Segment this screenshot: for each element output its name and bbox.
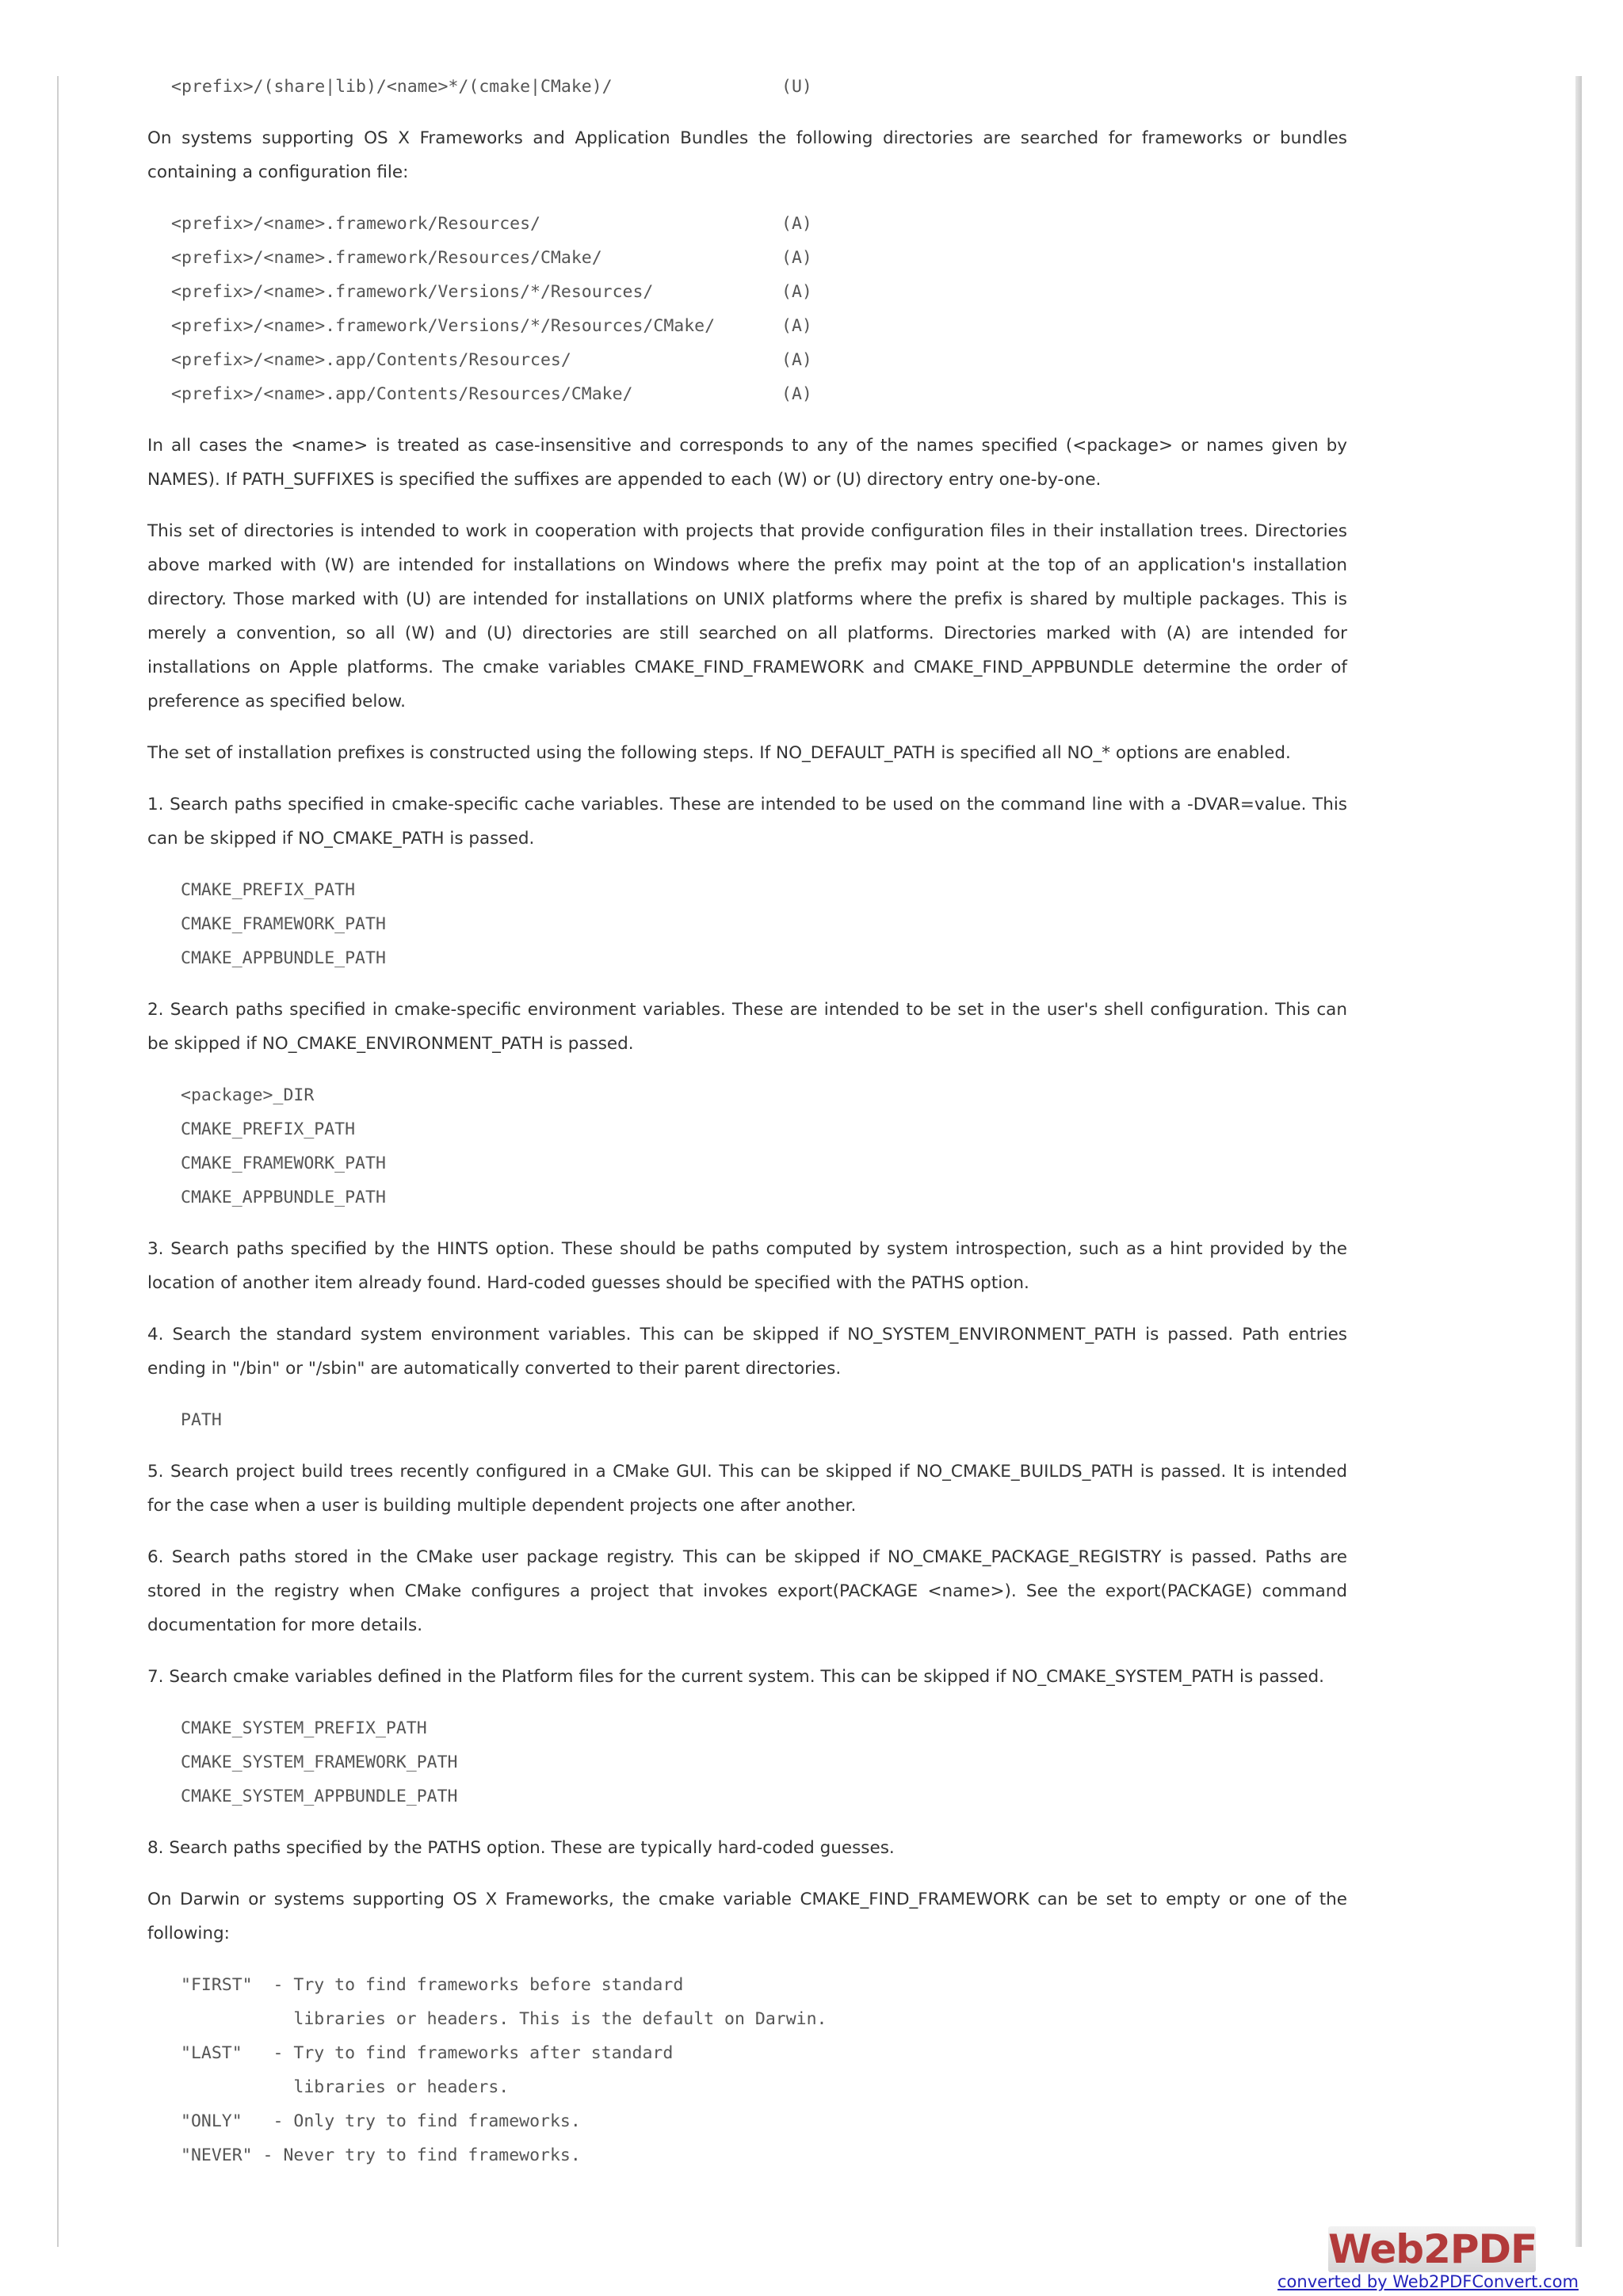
- prefixes-paragraph: The set of installation prefixes is constructed using the following steps. If NO_DEFAULT_PATH is specified all NO_* options are enabled.: [147, 743, 1291, 763]
- var-line: PATH: [181, 1410, 222, 1430]
- step-1: 1. Search paths specified in cmake-specific cache variables. These are intended to be used on the command line with a -DVAR=value. This can be skipped if NO_CMAKE_PATH is passed.: [147, 795, 1347, 849]
- framework-dir-row: [171, 275, 1347, 309]
- dir-path: <prefix>/<name>.framework/Versions/*/Resources/CMake/: [171, 316, 716, 336]
- framework-dir-row: [171, 207, 1347, 241]
- frameworks-paragraph: On systems supporting OS X Frameworks and Application Bundles the following directories are searched for frameworks or bundles containing a configuration file:: [147, 128, 1347, 182]
- dir-tag: (A): [781, 316, 812, 336]
- framework-dir-row: [171, 309, 1347, 343]
- page-left-border: [57, 76, 59, 2247]
- var-line: CMAKE_FRAMEWORK_PATH: [181, 914, 386, 934]
- var-line: CMAKE_APPBUNDLE_PATH: [181, 948, 386, 968]
- directory-set-paragraph: This set of directories is intended to work in cooperation with projects that provide configuration files in their installation trees. Directories above marked with (W) are intended for installations on Windows where the prefix may point at the top of an application's installation directory. Those marked with (U) are intended for installations on UNIX platforms where the prefix is shared by multiple packages. This is merely a convention, so all (W) and (U) directories are still searched on all platforms. Directories marked with (A) are intended for installations on Apple platforms. The cmake variables CMAKE_FIND_FRAMEWORK and CMAKE_FIND_APPBUNDLE determine the order of preference as specified below.: [147, 521, 1347, 711]
- web2pdf-link[interactable]: converted by Web2PDFConvert.com: [1277, 2272, 1579, 2291]
- darwin-options: [181, 1968, 1347, 2172]
- dir-path: <prefix>/<name>.framework/Versions/*/Resources/: [171, 282, 654, 302]
- var-line: <package>_DIR: [181, 1085, 315, 1105]
- dir-path: <prefix>/<name>.framework/Resources/CMake/: [171, 248, 602, 268]
- dir-tag: (A): [781, 248, 812, 268]
- option-line: libraries or headers. This is the default on Darwin.: [181, 2009, 827, 2029]
- framework-dir-row: [171, 241, 1347, 275]
- var-line: CMAKE_SYSTEM_APPBUNDLE_PATH: [181, 1787, 458, 1806]
- dir-tag: (A): [781, 282, 812, 302]
- step-5: 5. Search project build trees recently configured in a CMake GUI. This can be skipped if NO_CMAKE_BUILDS_PATH is passed. It is intended for the case when a user is building multiple dependent projects one after another.: [147, 1462, 1347, 1516]
- web2pdf-logo: Web2PDF: [1328, 2226, 1537, 2272]
- framework-dir-row: [171, 377, 1347, 411]
- dir-tag: (A): [781, 214, 812, 234]
- framework-dir-row: [171, 343, 1347, 377]
- step-7: 7. Search cmake variables defined in the Platform files for the current system. This can be skipped if NO_CMAKE_SYSTEM_PATH is passed.: [147, 1667, 1324, 1687]
- cases-paragraph: In all cases the <name> is treated as case-insensitive and corresponds to any of the names specified (<package> or names given by NAMES). If PATH_SUFFIXES is specified the suffixes are appended to each (W) or (U) directory entry one-by-one.: [147, 436, 1347, 490]
- option-line: libraries or headers.: [181, 2077, 510, 2097]
- step-8: 8. Search paths specified by the PATHS option. These are typically hard-coded guesses.: [147, 1838, 895, 1858]
- page-right-shadow: [1575, 76, 1582, 2247]
- var-line: CMAKE_APPBUNDLE_PATH: [181, 1188, 386, 1207]
- var-line: CMAKE_SYSTEM_FRAMEWORK_PATH: [181, 1753, 458, 1772]
- dir-line-unix: [171, 70, 1347, 104]
- option-line: "NEVER" - Never try to find frameworks.: [181, 2145, 581, 2165]
- option-line: "FIRST" - Try to find frameworks before standard: [181, 1975, 684, 1995]
- var-line: CMAKE_PREFIX_PATH: [181, 880, 356, 900]
- step-4: 4. Search the standard system environment variables. This can be skipped if NO_SYSTEM_ENVIRONMENT_PATH is passed. Path entries ending in "/bin" or "/sbin" are automatically converted to their parent directories.: [147, 1325, 1347, 1379]
- option-line: "ONLY" - Only try to find frameworks.: [181, 2111, 581, 2131]
- var-line: CMAKE_PREFIX_PATH: [181, 1119, 356, 1139]
- step-3: 3. Search paths specified by the HINTS option. These should be paths computed by system introspection, such as a hint provided by the location of another item already found. Hard-coded guesses should be specified with the PATHS option.: [147, 1239, 1347, 1293]
- darwin-paragraph: On Darwin or systems supporting OS X Frameworks, the cmake variable CMAKE_FIND_FRAMEWORK can be set to empty or one of the following:: [147, 1890, 1347, 1943]
- dir-tag: (U): [781, 77, 812, 97]
- document-content: [147, 70, 1347, 2172]
- dir-tag: (A): [781, 350, 812, 370]
- step-6: 6. Search paths stored in the CMake user package registry. This can be skipped if NO_CMAKE_PACKAGE_REGISTRY is passed. Paths are stored in the registry when CMake configures a project that invokes export(PACKAGE <name>). See the export(PACKAGE) command documentation for more details.: [147, 1547, 1347, 1635]
- dir-path: <prefix>/(share|lib)/<name>*/(cmake|CMake)/: [171, 77, 613, 97]
- framework-dir-list: [171, 207, 1347, 411]
- step-4-vars: [181, 1403, 1347, 1437]
- dir-path: <prefix>/<name>.framework/Resources/: [171, 214, 540, 234]
- step-7-vars: [181, 1711, 1347, 1814]
- var-line: CMAKE_FRAMEWORK_PATH: [181, 1154, 386, 1173]
- step-2: 2. Search paths specified in cmake-specific environment variables. These are intended to be set in the user's shell configuration. This can be skipped if NO_CMAKE_ENVIRONMENT_PATH is passed.: [147, 1000, 1347, 1054]
- dir-tag: (A): [781, 384, 812, 404]
- step-2-vars: [181, 1078, 1347, 1215]
- var-line: CMAKE_SYSTEM_PREFIX_PATH: [181, 1718, 427, 1738]
- step-1-vars: [181, 873, 1347, 975]
- dir-path: <prefix>/<name>.app/Contents/Resources/CMake/: [171, 384, 633, 404]
- option-line: "LAST" - Try to find frameworks after standard: [181, 2043, 674, 2063]
- dir-path: <prefix>/<name>.app/Contents/Resources/: [171, 350, 571, 370]
